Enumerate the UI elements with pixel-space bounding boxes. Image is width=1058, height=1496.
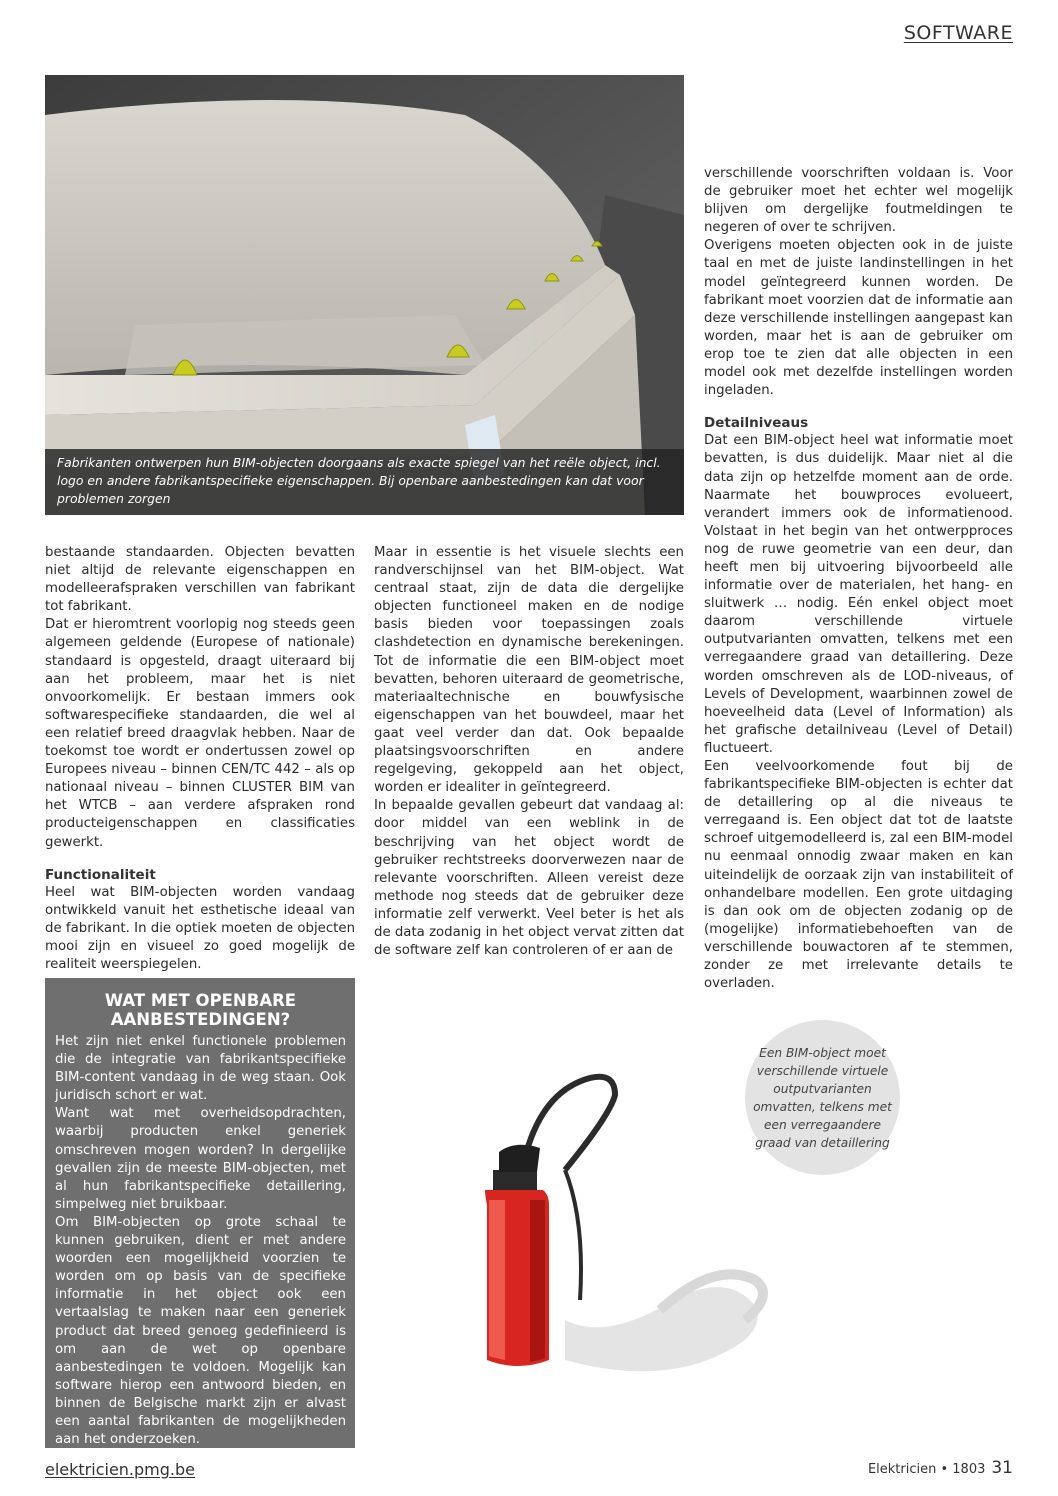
paragraph: bestaande standaarden. Objecten bevatten niet altijd de relevante eigenschappen en modelleerafspraken verschillen van fabrikant tot fabrikant.: [45, 545, 355, 615]
pullquote-text: Een BIM-object moet verschillende virtuele outputvarianten omvatten, telkens met een verregaandere graad van detaillering: [753, 1045, 892, 1150]
page-number: 31: [991, 1458, 1013, 1478]
sidebar-title: WAT MET OPENBARE AANBESTEDINGEN?: [104, 991, 297, 1029]
sidebar-paragraph: Want wat met overheidsopdrachten, waarbij producten enkel generiek omschreven mogen worden? In dergelijke gevallen zijn de meeste BIM-objecten, met al hun fabrikantspecifieke detaillering, simpelweg niet bruikbaar.: [55, 1106, 346, 1212]
article-column-2: [374, 544, 684, 960]
paragraph: Dat een BIM-object heel wat informatie moet bevatten, is dus duidelijk. Maar niet al die data zijn op hetzelfde moment aan de orde. Naarmate het bouwproces evolueert, verandert immers ook de informatienood. Volstaat in het begin van het ontwerpproces nog de ruwe geometrie van een deur, dan heeft men bij uitvoering bijvoorbeeld alle informatie over de materialen, het hang- en sluitwerk … nodig. Eén enkel object moet daarom verschillende virtuele outputvarianten omvatten, telkens met een verregaandere graad van detaillering. Deze worden omschreven als de LOD-niveaus, of Levels of Development, waarbinnen zowel de hoeveelheid data (Level of Information) als het grafische detailniveau (Level of Detail) fluctueert.: [704, 433, 1013, 756]
photo-caption: Fabrikanten ontwerpen hun BIM-objecten doorgaans als exacte spiegel van het reële object, incl. logo en andere fabrikantspecifieke eigenschappen. Bij openbare aanbestedingen kan dat voor problemen zorgen: [45, 449, 684, 515]
skylight-photo: [45, 75, 684, 515]
paragraph: verschillende voorschriften voldaan is. Voor de gebruiker moet het echter wel mogelijk blijven om dergelijke foutmeldingen te negeren of over te schrijven.: [704, 166, 1013, 236]
paragraph: Heel wat BIM-objecten worden vandaag ontwikkeld vanuit het esthetische ideaal van de fabrikant. In die optiek moeten de objecten mooi zijn en visueel zo goed mogelijk de realiteit weerspiegelen.: [45, 884, 355, 973]
sidebar-paragraph: Om BIM-objecten op grote schaal te kunnen gebruiken, dient er met andere woorden een mogelijkheid voorzien te worden om op basis van de specifieke informatie in het object ook een vertaalslag te maken naar een generiek product dat breed genoeg gedefinieerd is om aan de wet op openbare aanbestedingen te voldoen. Mogelijk kan software hierop een antwoord bieden, en binnen de Belgische markt zijn er alvast een aantal fabrikanten de mogelijkheden aan het onderzoeken.: [55, 1214, 346, 1448]
magazine-issue: Elektricien • 1803: [867, 1462, 986, 1477]
subheading-functionaliteit: Functionaliteit: [45, 866, 156, 883]
article-column-1: [45, 544, 355, 974]
subheading-detailniveaus: Detailniveaus: [704, 415, 809, 432]
website-link[interactable]: elektricien.pmg.be: [45, 1460, 195, 1479]
paragraph: Dat er hieromtrent voorlopig nog steeds geen algemeen geldende (Europese of nationale) standaard is opgesteld, draagt uiteraard bij aan het probleem, maar het is niet onvoorkomelijk. Er bestaan immers ook softwarespecifieke standaarden, die wel al een relatief breed draagvlak hebben. Naar de toekomst toe wordt er ondertussen zowel op Europees niveau – binnen CEN/TC 442 – als op nationaal niveau – binnen CLUSTER BIM van het WTCB – aan verdere afspraken rond producteigenschappen en classificaties gewerkt.: [45, 617, 355, 850]
paragraph: In bepaalde gevallen gebeurt dat vandaag al: door middel van een weblink in de beschrijving van het object wordt de gebruiker rechtstreeks doorverwezen naar de relevante voorschriften. Alleen vereist deze methode nog steeds dat de gebruiker deze informatie zelf verwerkt. Veel beter is het als de data zodanig in het object vervat zitten dat de software zelf kan controleren of er aan de: [374, 798, 684, 959]
pullquote-bubble: [745, 1020, 900, 1175]
sidebar-paragraph: Het zijn niet enkel functionele problemen die de integratie van fabrikantspecifieke BIM-content vandaag in de weg staan. Ook juridisch schort er wat.: [55, 1034, 346, 1104]
sidebar-box: [45, 978, 355, 1448]
article-column-3: [704, 165, 1013, 993]
page-footer: [868, 1458, 1013, 1478]
paragraph: Een veelvoorkomende fout bij de fabrikantspecifieke BIM-objecten is echter dat de detaillering op al die niveaus te verregaand is. Een object dat tot de laatste schroef uitgemodelleerd is, zal een BIM-model nu eenmaal onnodig zwaar maken en kan uiteindelijk de oorzaak zijn van instabiliteit of onhandelbare modellen. Een grote uitdaging is dan ook om de objecten zodanig op de (mogelijke) informatiebehoeften van de verschillende bouwactoren af te stemmen, zonder ze met irrelevante details te overladen.: [704, 759, 1013, 992]
paragraph: Maar in essentie is het visuele slechts een randverschijnsel van het BIM-object. Wat centraal staat, zijn de data die dergelijke objecten functioneel maken en de nodige basis bieden voor toepassingen zoals clashdetection en dynamische berekeningen. Tot de informatie die een BIM-object moet bevatten, behoren uiteraard de geometrische, materiaaltechnische en bouwfysische eigenschappen van het bouwdeel, maar het gaat veel verder dan dat. Ook bepaalde plaatsingsvoorschriften en andere regelgeving, gekoppeld aan het object, worden er idealiter in geïntegreerd.: [374, 545, 684, 796]
section-label: SOFTWARE: [903, 22, 1013, 44]
paragraph: Overigens moeten objecten ook in de juiste taal en met de juiste landinstellingen in het model geïntegreerd kunnen worden. De fabrikant moet voorzien dat de informatie aan deze verschillende instellingen aangepast kan worden, maar het is aan de gebruiker om erop toe te zien dat alle objecten in een model ook met dezelfde instellingen worden ingeladen.: [704, 238, 1013, 399]
